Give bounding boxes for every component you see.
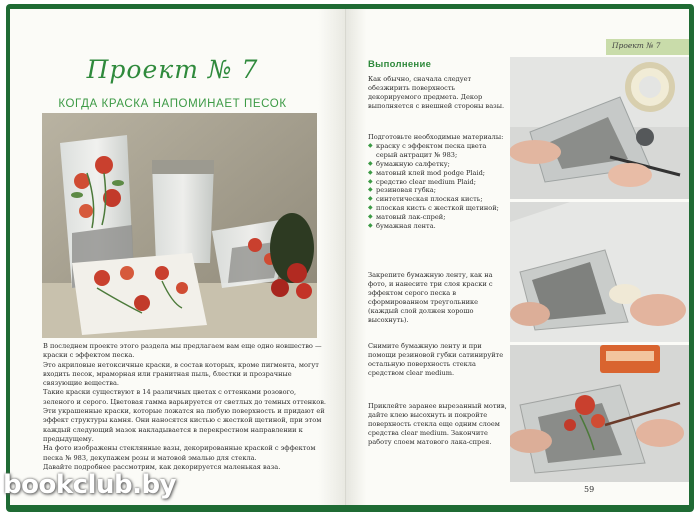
list-item: ◆ резиновая губка; — [368, 186, 436, 195]
bullet-icon: ◆ — [368, 177, 373, 185]
paragraph: Это акриловые нетоксичные краски, в состав которых, кроме пигмента, могут входить песок, мраморная или гранитная пыль, блестки и прозрачные связующие вещества. — [43, 360, 319, 388]
materials-list — [368, 133, 508, 231]
intro-paragraph: Как обычно, сначала следует обезжирить поверхность декорируемого предмета. Декор выполняется с внешней стороны вазы. — [368, 75, 505, 110]
hero-photo-vases — [42, 113, 317, 338]
list-item: ◆ матовый лак-спрей; — [368, 213, 446, 222]
watermark: bookclub.by — [3, 470, 177, 500]
step-3-text: Приклейте заранее вырезанный мотив, дайте клею высохнуть и покройте поверхность стекла еще одним слоем средства clear medium. Закончите работу слоем матового лака-спрея. — [368, 402, 507, 446]
step-2-text: Снимите бумажную ленту и при помощи резиновой губки сатинируйте остальную поверхность стекла средством clear medium. — [368, 342, 504, 377]
materials-intro: Подготовьте необходимые материалы: — [368, 133, 504, 141]
running-header-text: Проект № 7 — [612, 41, 661, 50]
bullet-icon: ◆ — [368, 222, 373, 230]
intro-column — [368, 75, 508, 111]
bullet-icon: ◆ — [368, 204, 373, 212]
paragraph: В последнем проекте этого раздела мы предлагаем вам еще одно новшество — краски с эффектом песка. — [43, 342, 322, 360]
section-title: Выполнение — [368, 59, 432, 70]
bullet-icon: ◆ — [368, 186, 373, 194]
project-subtitle: КОГДА КРАСКА НАПОМИНАЕТ ПЕСОК — [58, 98, 287, 110]
list-item: ◆ плоская кисть с жесткой щетиной; — [368, 204, 499, 213]
list-item: ◆ краску с эффектом песка цвета серый антрацит № 983; — [368, 141, 487, 159]
step-photo-decoupage — [510, 345, 689, 482]
step-photo-tape — [510, 57, 689, 199]
intro-text — [43, 342, 326, 472]
left-page — [10, 9, 346, 505]
list-item: ◆ матовый клей mod podge Plaid; — [368, 168, 486, 177]
right-page — [346, 9, 689, 505]
bullet-icon: ◆ — [368, 213, 373, 221]
paragraph: Давайте подробнее рассмотрим, как декорируется маленькая ваза. — [43, 462, 281, 471]
bullet-icon: ◆ — [368, 159, 373, 167]
bullet-icon: ◆ — [368, 168, 373, 176]
project-title: Проект № 7 — [86, 55, 259, 84]
paragraph: Эти украшенные краски, которые ложатся на любую поверхность и придают ей эффект структуры камня. Они наносятся кистью с жесткой щетиной, при этом каждый следующий мазок накладывается в перекрестном направлении к предыдущему. — [43, 407, 325, 443]
page-number: 59 — [584, 485, 595, 494]
list-item: ◆ бумажную салфетку; — [368, 159, 450, 168]
running-header — [606, 39, 689, 55]
bullet-icon: ◆ — [368, 141, 373, 149]
step-1-text: Закрепите бумажную ленту, как на фото, и нанесите три слоя краски с эффектом серого песка в сформированном треугольнике (каждый слой должен хорошо высохнуть). — [368, 271, 493, 324]
list-item: ◆ средство clear medium Plaid; — [368, 177, 476, 186]
paragraph: Такие краски существуют в 14 различных цветах с оттенками розового, зеленого и серого. Цветовая гамма варьируется от светлых до темных оттенков. — [43, 388, 327, 406]
step-photo-sand-paint — [510, 202, 689, 342]
bullet-icon: ◆ — [368, 195, 373, 203]
paragraph: На фото изображены стеклянные вазы, декорированные краской с эффектом песка № 983, декупажем розы и матовой эмалью для стекла. — [43, 444, 316, 462]
list-item: ◆ бумажная лента. — [368, 222, 436, 231]
list-item: ◆ синтетическая плоская кисть; — [368, 195, 483, 204]
